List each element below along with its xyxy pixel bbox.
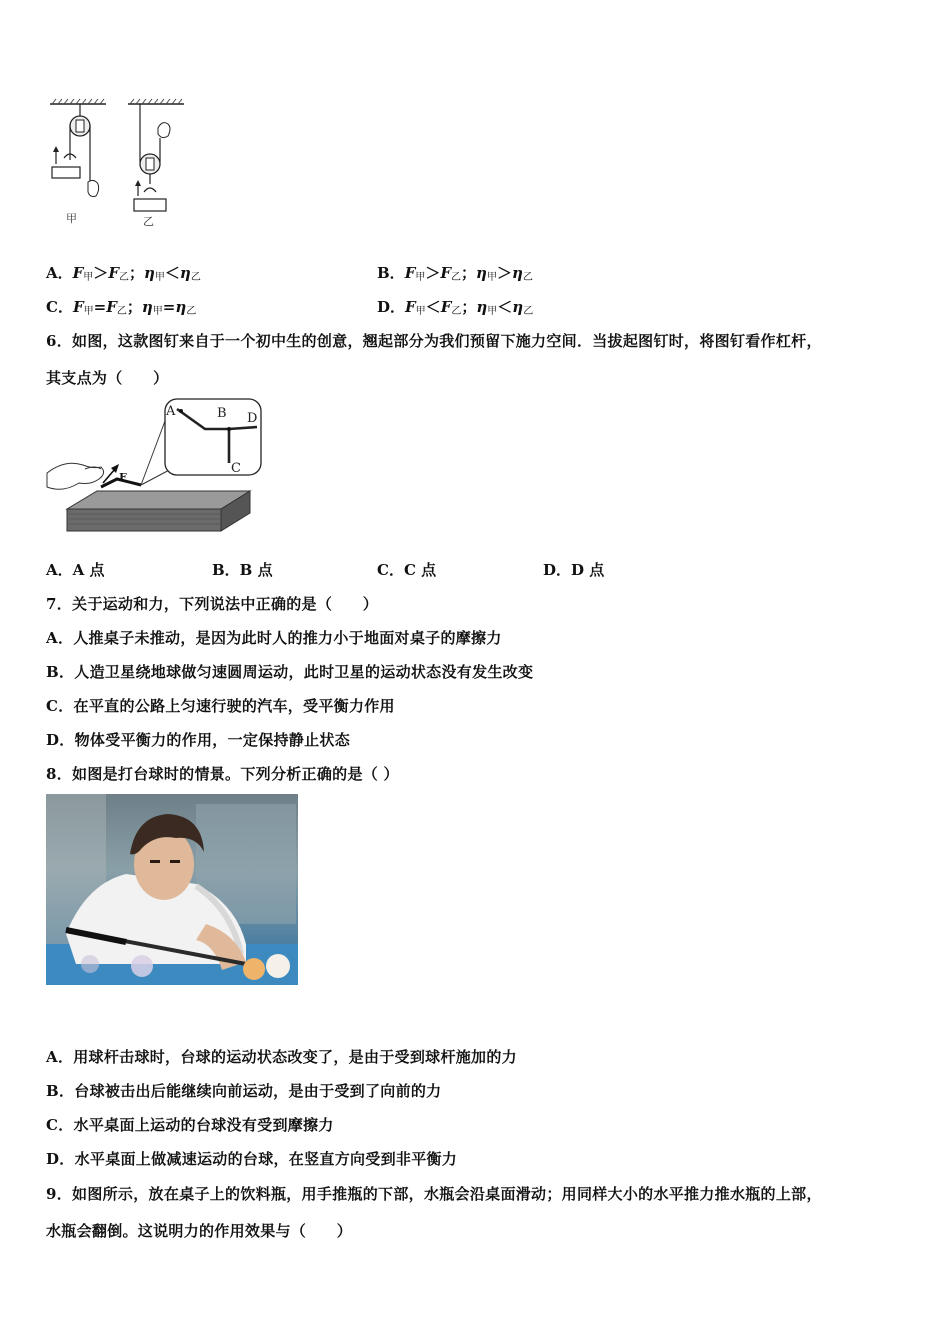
q5-option-c[interactable]: C．$F_甲=F_乙$；$\eta_甲=\eta_乙$	[46, 298, 197, 317]
q6-option-a[interactable]: A．A 点	[46, 561, 105, 579]
q7-option-a[interactable]: A．人推桌子未推动，是因为此时人的推力小于地面对桌子的摩擦力	[46, 629, 502, 647]
label-f: F	[119, 471, 127, 484]
q6-stem-line2: 其支点为（ ）	[46, 369, 169, 387]
label-b: B	[217, 406, 227, 421]
q5-option-b[interactable]: B．$F_甲>F_乙$；$\eta_甲>\eta_乙$	[377, 264, 533, 283]
label-jia: 甲	[66, 212, 77, 225]
q8-option-a[interactable]: A．用球杆击球时，台球的运动状态改变了，是由于受到球杆施加的力	[46, 1048, 517, 1066]
label-d: D	[247, 411, 258, 426]
q6-option-d[interactable]: D．D 点	[543, 561, 605, 579]
q5-option-d[interactable]: D．$F_甲<F_乙$；$\eta_甲<\eta_乙$	[377, 298, 534, 317]
q5-option-a[interactable]: A．$F_甲>F_乙$；$\eta_甲<\eta_乙$	[46, 264, 201, 283]
q8-option-b[interactable]: B．台球被击出后能继续向前运动，是由于受到了向前的力	[46, 1082, 442, 1100]
label-c: C	[231, 461, 241, 476]
q7-option-b[interactable]: B．人造卫星绕地球做匀速圆周运动，此时卫星的运动状态没有发生改变	[46, 663, 534, 681]
q8-option-d[interactable]: D．水平桌面上做减速运动的台球，在竖直方向受到非平衡力	[46, 1150, 458, 1168]
thumbtack-figure	[45, 397, 265, 537]
q9-stem-line2: 水瓶会翻倒。这说明力的作用效果与（ ）	[46, 1222, 353, 1240]
q8-option-c[interactable]: C．水平桌面上运动的台球没有受到摩擦力	[46, 1116, 334, 1134]
q7-option-c[interactable]: C．在平直的公路上匀速行驶的汽车，受平衡力作用	[46, 697, 395, 715]
label-yi: 乙	[143, 215, 154, 228]
q6-option-b[interactable]: B．B 点	[212, 561, 273, 579]
q8-stem: 8．如图是打台球时的情景。下列分析正确的是（ ）	[46, 765, 399, 783]
billiards-photo	[46, 794, 298, 985]
q6-option-c[interactable]: C．C 点	[377, 561, 437, 579]
q7-option-d[interactable]: D．物体受平衡力的作用，一定保持静止状态	[46, 731, 351, 749]
q6-stem-line1: 6．如图，这款图钉来自于一个初中生的创意，翘起部分为我们预留下施力空间．当拔起图钉时，将图钉看作杠杆，	[46, 332, 822, 350]
label-a: A	[166, 404, 176, 419]
q7-stem: 7．关于运动和力，下列说法中正确的是（ ）	[46, 595, 379, 613]
pulley-figure	[44, 98, 194, 230]
q9-stem-line1: 9．如图所示，放在桌子上的饮料瓶，用手推瓶的下部，水瓶会沿桌面滑动；用同样大小的水平推力推水瓶的上部，	[46, 1185, 822, 1203]
